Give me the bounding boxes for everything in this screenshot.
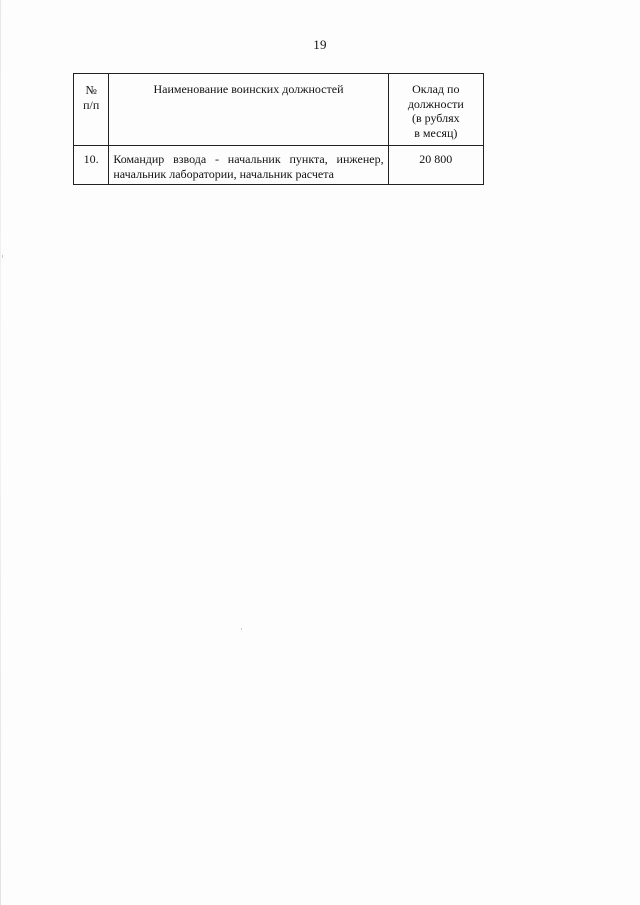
- row-position-name: Командир взвода - начальник пункта, инженер, начальник лаборатории, начальник расчета: [109, 146, 388, 185]
- scan-speck: [2, 255, 3, 258]
- row-salary: 20 800: [388, 146, 483, 185]
- scan-edge: [0, 0, 1, 905]
- header-number-line: п/п: [83, 97, 100, 112]
- scan-speck: [241, 628, 242, 630]
- positions-table: [73, 73, 484, 185]
- table-header-row: [74, 74, 484, 146]
- header-salary-line: Оклад по: [412, 82, 460, 96]
- row-number: 10.: [74, 146, 109, 185]
- header-salary-line: должности: [407, 96, 464, 111]
- header-number: [74, 74, 109, 146]
- page-number: 19: [313, 37, 327, 52]
- header-salary: [388, 74, 483, 146]
- header-position-name: Наименование воинских должностей: [109, 74, 388, 146]
- header-salary-line: в месяц): [414, 125, 458, 140]
- header-number-line: №: [85, 83, 97, 97]
- header-salary-line: (в рублях: [411, 111, 460, 125]
- table-row: [74, 146, 484, 185]
